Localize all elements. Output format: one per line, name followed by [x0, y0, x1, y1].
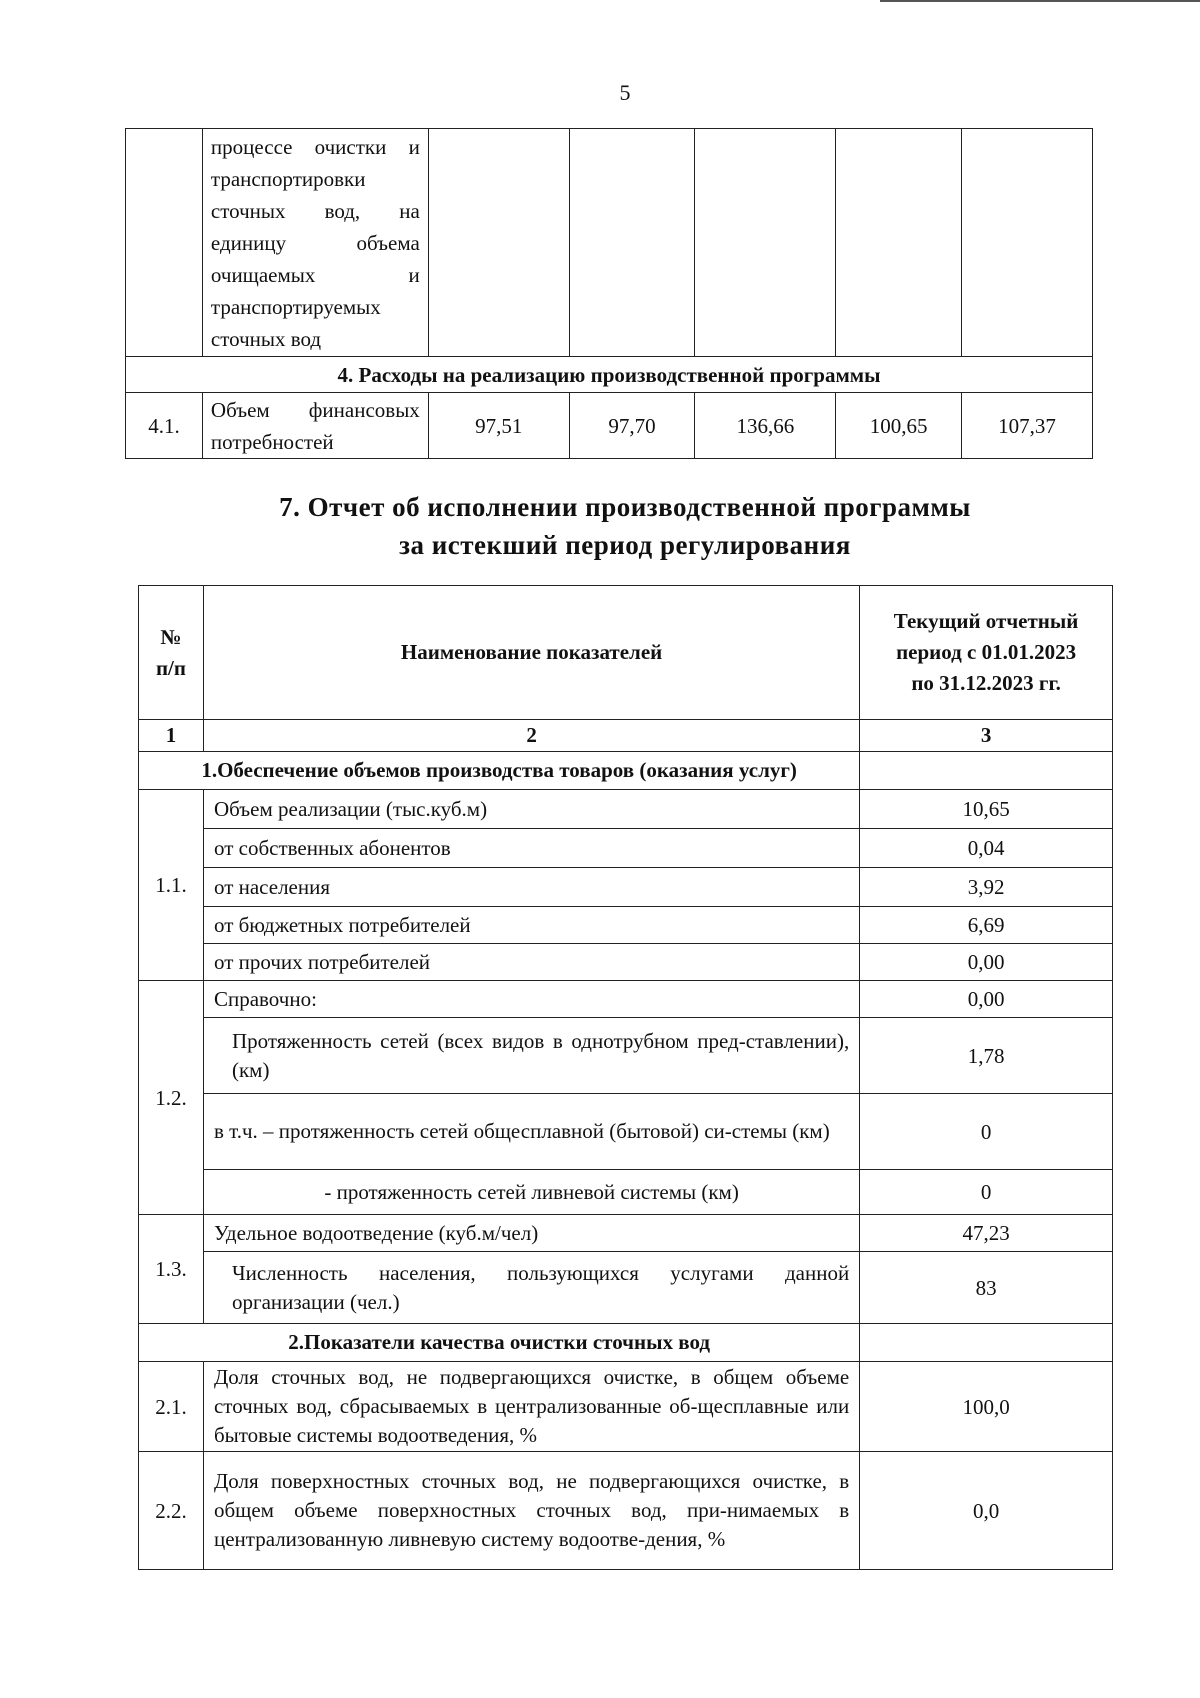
table-row: [139, 1215, 1113, 1252]
indicator-name: Удельное водоотведение (куб.м/чел): [203, 1215, 859, 1252]
table-row: [139, 981, 1113, 1018]
indicator-name: Доля сточных вод, не подвергающихся очистке, в общем объеме сточных вод, сбрасываемых в централизованные об-щесплавные или бытовые системы водоотведения, %: [203, 1362, 859, 1452]
section-row: [139, 752, 1113, 790]
text-line: транспортируемых: [210, 294, 381, 319]
text-line: единицу объема: [210, 230, 420, 255]
table-row: [139, 1252, 1113, 1324]
value-cell: 107,37: [962, 393, 1093, 459]
table-row: [139, 1362, 1113, 1452]
report-title: [0, 488, 1200, 564]
header-row: [139, 586, 1113, 720]
header-period: [860, 586, 1113, 720]
table-row: [139, 829, 1113, 868]
text-line: очищаемых и: [210, 262, 420, 287]
table-cell: [428, 129, 569, 357]
row-number: 2.1.: [139, 1362, 204, 1452]
value-cell: 0,00: [860, 981, 1113, 1018]
text-line: Объем финансовых: [210, 397, 420, 422]
indicator-name: Численность населения, пользующихся услугами данной организации (чел.): [203, 1252, 859, 1324]
header-period-line: период с 01.01.2023: [896, 640, 1077, 664]
row-number: 1.3.: [139, 1215, 204, 1324]
table-cell: [836, 129, 962, 357]
section-title: 4. Расходы на реализацию производственной программы: [126, 357, 1093, 393]
table-cell: [695, 129, 836, 357]
indicator-name: Доля поверхностных сточных вод, не подвергающихся очистке, в общем объеме поверхностных сточных вод, при-нимаемых в централизованную ливневую систему водоотве-дения, %: [203, 1452, 859, 1570]
row-number: 2.2.: [139, 1452, 204, 1570]
value-cell: 6,69: [860, 907, 1113, 944]
row-number: 1.2.: [139, 981, 204, 1215]
indicator-name: в т.ч. – протяженность сетей общесплавной (бытовой) си-стемы (км): [203, 1094, 859, 1170]
header-period-line: Текущий отчетный: [893, 609, 1079, 633]
section-title: 2.Показатели качества очистки сточных вод: [139, 1324, 860, 1362]
production-program-table-continued: [125, 128, 1093, 459]
table-cell: [860, 752, 1113, 790]
top-edge-line: [880, 0, 1200, 2]
value-cell: 1,78: [860, 1018, 1113, 1094]
report-table: [138, 585, 1113, 1570]
table-row: [126, 393, 1093, 459]
row-number: 4.1.: [126, 393, 203, 459]
indicator-name: от прочих потребителей: [203, 944, 859, 981]
section-row: [139, 1324, 1113, 1362]
column-number: 1: [139, 720, 204, 752]
value-cell: 0: [860, 1170, 1113, 1215]
table-row: [139, 868, 1113, 907]
table-row: [139, 907, 1113, 944]
header-number: № п/п: [139, 586, 204, 720]
indicator-name: от собственных абонентов: [203, 829, 859, 868]
indicator-name: [202, 393, 428, 459]
value-cell: 0,00: [860, 944, 1113, 981]
value-cell: 0,0: [860, 1452, 1113, 1570]
table-cell: [860, 1324, 1113, 1362]
indicator-name: Справочно:: [203, 981, 859, 1018]
value-cell: 97,51: [428, 393, 569, 459]
text-line: транспортировки: [210, 166, 366, 191]
indicator-name: Протяженность сетей (всех видов в однотрубном пред-ставлении), (км): [203, 1018, 859, 1094]
text-line: сточных вод: [210, 326, 322, 351]
report-title-line: за истекший период регулирования: [399, 530, 851, 560]
value-cell: 0: [860, 1094, 1113, 1170]
table-row: [139, 1018, 1113, 1094]
table-cell: [126, 129, 203, 357]
text-line: потребностей: [210, 429, 334, 454]
table-row: [139, 944, 1113, 981]
section-row: [126, 357, 1093, 393]
value-cell: 10,65: [860, 790, 1113, 829]
value-cell: 100,0: [860, 1362, 1113, 1452]
table-cell: [962, 129, 1093, 357]
page-number: 5: [619, 80, 631, 105]
value-cell: 136,66: [695, 393, 836, 459]
value-cell: 97,70: [569, 393, 695, 459]
header-period-line: по 31.12.2023 гг.: [911, 671, 1061, 695]
continued-indicator-name: [202, 129, 428, 357]
text-line: сточных вод, на: [210, 198, 420, 223]
indicator-name: от бюджетных потребителей: [203, 907, 859, 944]
table-cell: [569, 129, 695, 357]
column-number-row: [139, 720, 1113, 752]
table-row: [126, 129, 1093, 357]
table-row: [139, 790, 1113, 829]
value-cell: 47,23: [860, 1215, 1113, 1252]
table-row: [139, 1452, 1113, 1570]
value-cell: 83: [860, 1252, 1113, 1324]
indicator-name: Объем реализации (тыс.куб.м): [203, 790, 859, 829]
value-cell: 3,92: [860, 868, 1113, 907]
section-title: 1.Обеспечение объемов производства товаров (оказания услуг): [139, 752, 860, 790]
value-cell: 0,04: [860, 829, 1113, 868]
table-row: [139, 1170, 1113, 1215]
row-number: 1.1.: [139, 790, 204, 981]
value-cell: 100,65: [836, 393, 962, 459]
indicator-name: от населения: [203, 868, 859, 907]
column-number: 3: [860, 720, 1113, 752]
table-row: [139, 1094, 1113, 1170]
text-line: процессе очистки и: [210, 134, 420, 159]
column-number: 2: [203, 720, 859, 752]
header-indicator-name: Наименование показателей: [203, 586, 859, 720]
indicator-name: - протяженность сетей ливневой системы (км): [203, 1170, 859, 1215]
report-title-line: 7. Отчет об исполнении производственной программы: [279, 492, 971, 522]
